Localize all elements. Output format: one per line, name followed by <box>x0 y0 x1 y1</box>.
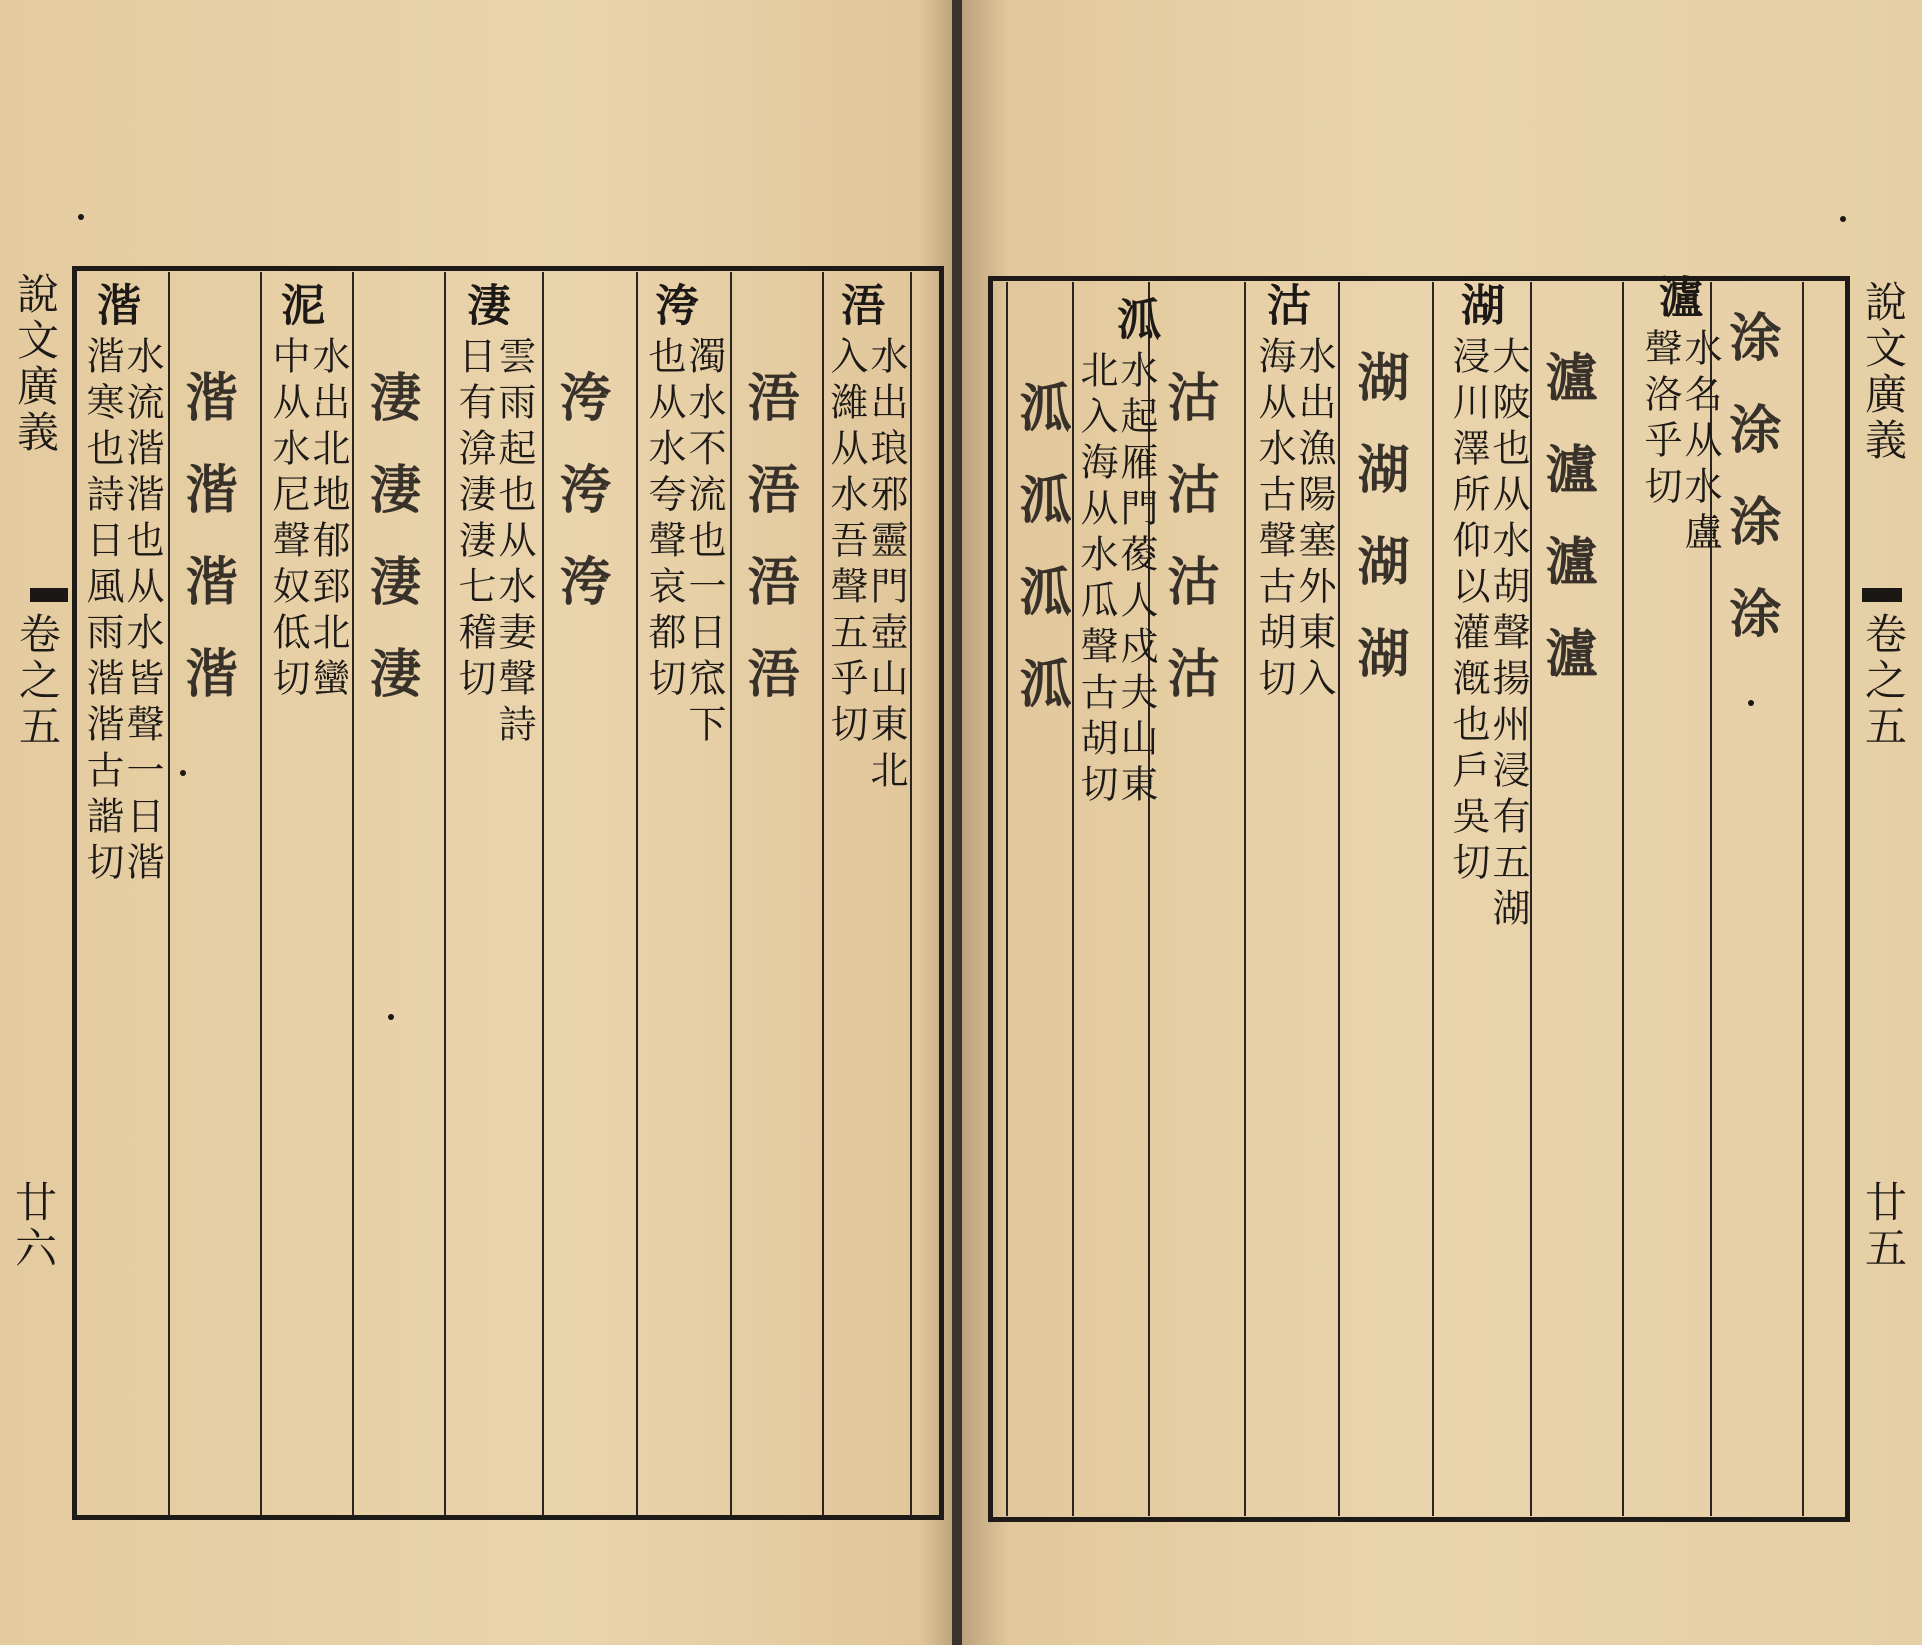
margin-title: 說文廣義 <box>11 272 60 456</box>
entry-headword: 瀘 <box>1651 274 1702 318</box>
entry-gu2 <box>1109 296 1160 340</box>
column-rule <box>1338 282 1340 1516</box>
folio-number: 廿五 <box>1859 1180 1908 1272</box>
entry-definition <box>1076 350 1156 810</box>
definition-line: 北入海从水瓜聲古胡切 <box>1074 350 1118 810</box>
definition-line: 大陂也从水胡聲揚州浸有五湖 <box>1486 336 1530 934</box>
definition-line: 濁水不流也一日窊下 <box>682 336 726 750</box>
entry-hu <box>1453 282 1504 326</box>
definition-line: 水出漁陽塞外東入 <box>1292 336 1336 704</box>
definition-line: 中从水尼聲奴低切 <box>266 336 310 704</box>
column-rule <box>444 272 446 1516</box>
entry-definition <box>82 336 162 888</box>
seal-script: 淒淒淒淒 <box>360 370 421 738</box>
seal-forms <box>550 370 611 646</box>
definition-line: 水出北地郁郅北蠻 <box>306 336 350 704</box>
column-rule <box>168 272 170 1516</box>
seal-script: 涂涂涂涂 <box>1720 310 1781 678</box>
ink-dot <box>78 214 84 220</box>
definition-line: 入濰从水吾聲五乎切 <box>824 336 868 750</box>
column-rule <box>1530 282 1532 1516</box>
volume-label: 卷之五 <box>1859 612 1908 750</box>
entry-headword: 浯 <box>833 282 884 326</box>
seal-forms <box>1720 310 1781 678</box>
column-rule <box>352 272 354 1516</box>
seal-forms <box>176 370 237 738</box>
column-rule <box>910 272 912 1516</box>
entry-headword: 淒 <box>459 282 510 326</box>
seal-script: 泒泒泒泒 <box>1010 380 1071 748</box>
seal-forms <box>1536 350 1597 718</box>
entry-headword: 湝 <box>89 282 140 326</box>
column-rule <box>1622 282 1624 1516</box>
column-rule <box>730 272 732 1516</box>
seal-forms <box>1010 380 1071 748</box>
definition-line: 水出琅邪靈門壺山東北 <box>864 336 908 796</box>
column-rule <box>636 272 638 1516</box>
definition-line: 水名从水盧 <box>1678 328 1722 558</box>
entry-definition <box>644 336 724 750</box>
entry-definition <box>1640 328 1720 558</box>
column-rule <box>542 272 544 1516</box>
volume-label: 卷之五 <box>13 612 62 750</box>
ink-dot <box>180 770 186 776</box>
seal-script: 湝湝湝湝 <box>176 370 237 738</box>
entry-headword: 洿 <box>647 282 698 326</box>
entry-jie <box>89 282 140 326</box>
ink-dot <box>388 1014 394 1020</box>
entry-gu <box>1259 282 1310 326</box>
entry-definition <box>1254 336 1334 704</box>
right-page <box>962 0 1922 1645</box>
seal-script: 洿洿洿 <box>550 370 611 646</box>
entry-headword: 泒 <box>1109 296 1160 340</box>
seal-script: 沽沽沽沽 <box>1158 370 1219 738</box>
definition-line: 水起雁門葰人戍夫山東 <box>1114 350 1158 810</box>
margin-title: 說文廣義 <box>1859 280 1908 464</box>
block-marker <box>30 588 68 602</box>
entry-wu2 <box>647 282 698 326</box>
entry-wu <box>833 282 884 326</box>
definition-line: 聲洛乎切 <box>1638 328 1682 512</box>
seal-forms <box>1158 370 1219 738</box>
ink-dot <box>1840 216 1846 222</box>
seal-script: 瀘瀘瀘瀘 <box>1536 350 1597 718</box>
entry-definition <box>268 336 348 704</box>
seal-script: 湖湖湖湖 <box>1348 350 1409 718</box>
entry-qi <box>459 282 510 326</box>
definition-line: 湝寒也詩日風雨湝湝古諧切 <box>80 336 124 888</box>
entry-headword: 湖 <box>1453 282 1504 326</box>
ink-dot <box>1748 700 1754 706</box>
seal-script: 浯浯浯浯 <box>738 370 799 738</box>
entry-headword: 泥 <box>273 282 324 326</box>
seal-forms <box>360 370 421 738</box>
definition-line: 浸川澤所仰以灌漑也戶吳切 <box>1446 336 1490 888</box>
column-rule <box>1244 282 1246 1516</box>
entry-headword: 沽 <box>1259 282 1310 326</box>
seal-forms <box>1348 350 1409 718</box>
definition-line: 水流湝湝也从水皆聲一日湝 <box>120 336 164 888</box>
definition-line: 海从水古聲古胡切 <box>1252 336 1296 704</box>
entry-ni <box>273 282 324 326</box>
definition-line: 雲雨起也从水妻聲詩 <box>492 336 536 750</box>
definition-line: 也从水夸聲哀都切 <box>642 336 686 704</box>
column-rule <box>1802 282 1804 1516</box>
left-page <box>0 0 958 1645</box>
entry-definition <box>454 336 534 750</box>
entry-definition <box>826 336 906 796</box>
seal-forms <box>738 370 799 738</box>
column-rule <box>1432 282 1434 1516</box>
column-rule <box>1006 282 1008 1516</box>
entry-lu <box>1651 274 1702 318</box>
column-rule <box>260 272 262 1516</box>
folio-number: 廿六 <box>9 1180 58 1272</box>
definition-line: 日有渰淒淒七稽切 <box>452 336 496 704</box>
entry-definition <box>1448 336 1528 934</box>
block-marker <box>1862 588 1902 602</box>
